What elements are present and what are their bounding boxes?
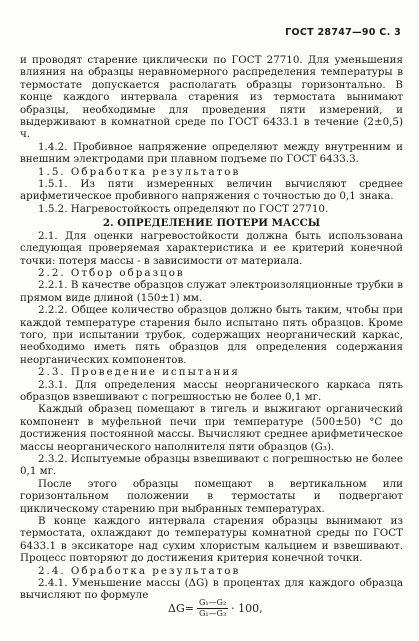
subsection-title: 1.5. Обработка результатов	[38, 165, 241, 178]
paragraph: 2.2.1. В качестве образцов служат электроизоляционные трубки в прямом виде длиной (150±1) мм.	[20, 279, 403, 304]
mass-loss-formula	[168, 598, 263, 619]
paragraph: В конце каждого интервала старения образцы вынимают из термостата, охлаждают до температуры комнатной среды по ГОСТ 6433.1 в эксикаторе над сухим хлористым кальцием и взвешивают. Процесс повторяют до достижения критерия конечной точки.	[20, 515, 403, 565]
paragraph: 2.1. Для оценки нагревостойкости должна быть использована следующая проверяемая характеристика и ее критерий конечной точки: потеря массы - в зависимости от материала.	[20, 229, 403, 267]
page-header: ГОСТ 28747—90 С. 3	[285, 27, 401, 38]
subsection-title: 2.2. Отбор образцов	[38, 266, 185, 279]
paragraph: 2.3.1. Для определения массы неорганического каркаса пять образцов взвешивают с погрешностью не более 0,1 мг.	[20, 378, 403, 403]
formula-denominator: G₁—G₃	[198, 609, 227, 618]
section-heading: 2. ОПРЕДЕЛЕНИЕ ПОТЕРИ МАССЫ	[102, 217, 321, 230]
formula-numerator: G₁—G₂	[198, 598, 227, 607]
paragraph: После этого образцы помещают в вертикальном или горизонтальном положении в термостаты и подвергают циклическому старению при выбранных температурах.	[20, 477, 403, 515]
paragraph: 1.5.1. Из пяти измеренных величин вычисляют среднее арифметическое пробивного напряжения с точностью до 0,1 знака.	[20, 178, 403, 203]
body-text	[20, 54, 403, 602]
formula-rhs: · 100,	[231, 602, 263, 615]
formula-fraction	[197, 598, 228, 619]
paragraph: Каждый образец помещают в тигель и выжигают органический компонент в муфельной печи при температуре (500±50) °С до достижения постоянной массы. Вычисляют среднее арифметическое массы неорганического наполнителя пяти образцов (G₃).	[20, 403, 403, 453]
paragraph: 1.5.2. Нагревостойкость определяют по ГОСТ 27710.	[38, 202, 329, 215]
paragraph: и проводят старение циклически по ГОСТ 27710. Для уменьшения влияния на образцы неравномерного распределения температуры в термостате допускается располагать образцы горизонтально. В конце каждого интервала старения из термостата вынимают образцы, необходимые для проведения пяти измерений, и выдерживают в комнатной среде по ГОСТ 6433.1 в течение (2±0,5) ч.	[20, 54, 403, 141]
subsection-title: 2.4. Обработка результатов	[38, 564, 241, 577]
paragraph: 2.3.2. Испытуемые образцы взвешивают с погрешностью не более 0,1 мг.	[20, 453, 403, 478]
paragraph: 1.4.2. Пробивное напряжение определяют между внутренним и внешним электродами при плавном подъеме по ГОСТ 6433.3.	[20, 140, 403, 166]
subsection-title: 2.3. Проведение испытания	[38, 366, 240, 379]
paragraph: 2.2.2. Общее количество образцов должно быть таким, чтобы при каждой температуре старения было испытано пять образцов. Кроме того, при испытании трубок, содержащих неорганический каркас, необходимо иметь пять образцов для определения содержания неорганических компонентов.	[20, 304, 403, 366]
paragraph: 2.4.1. Уменьшение массы (ΔG) в процентах для каждого образца вычисляют по формуле	[20, 577, 403, 602]
formula-lhs: ΔG=	[168, 602, 194, 615]
